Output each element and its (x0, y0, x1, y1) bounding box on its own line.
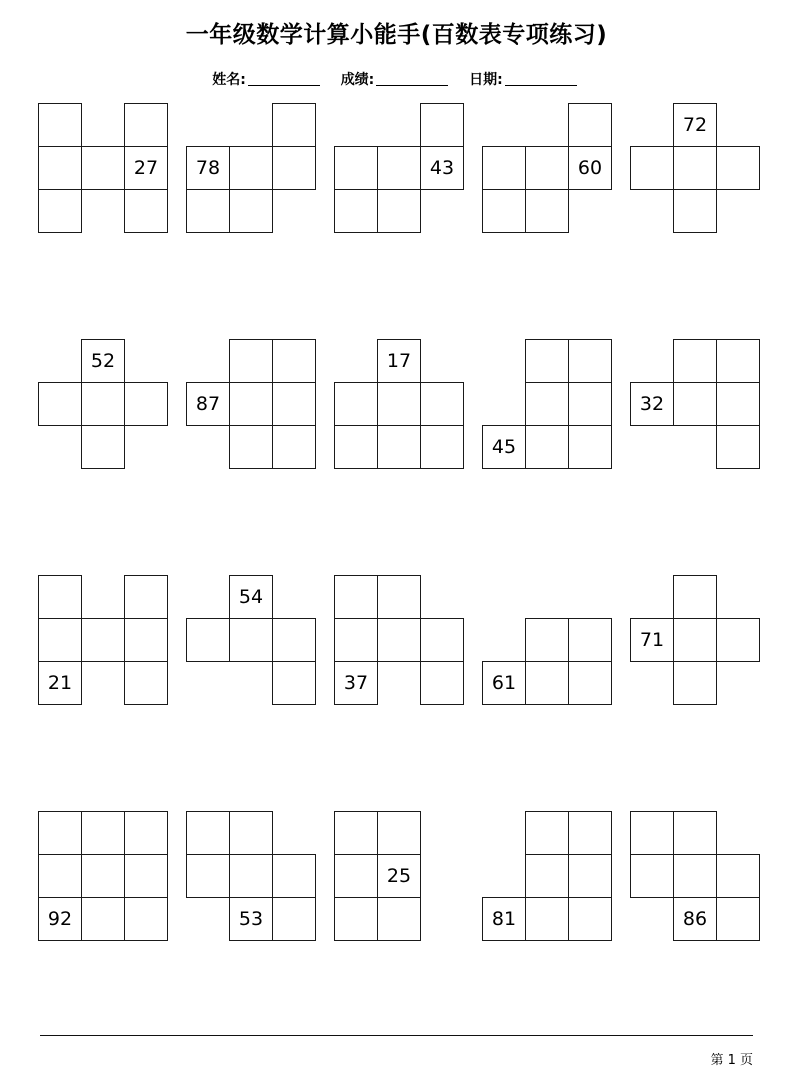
puzzle-cell-filled[interactable]: 81 (482, 897, 526, 941)
puzzle-cell-empty[interactable] (716, 425, 760, 469)
puzzle-cell-filled[interactable]: 17 (377, 339, 421, 383)
puzzle-cell-empty[interactable] (186, 854, 230, 898)
puzzle-cell-empty[interactable] (124, 382, 168, 426)
puzzle-cell-empty[interactable] (568, 618, 612, 662)
name-blank[interactable] (248, 85, 320, 86)
puzzle-cell-empty[interactable] (525, 661, 569, 705)
puzzle-cell-empty[interactable] (81, 811, 125, 855)
puzzle-cell-empty[interactable] (272, 618, 316, 662)
puzzle-cell-empty[interactable] (124, 811, 168, 855)
puzzle-cell-empty[interactable] (81, 382, 125, 426)
puzzle-cell-empty[interactable] (272, 661, 316, 705)
puzzle-cell-empty[interactable] (568, 661, 612, 705)
puzzle-cell-empty[interactable] (334, 897, 378, 941)
puzzle-cell-empty[interactable] (229, 425, 273, 469)
puzzle-cell-empty[interactable] (377, 425, 421, 469)
puzzle-cell-empty[interactable] (334, 854, 378, 898)
score-label: 成绩: (340, 72, 375, 88)
puzzle-cell-empty[interactable] (334, 189, 378, 233)
puzzle-cell-empty[interactable] (420, 661, 464, 705)
puzzle-cell-empty[interactable] (272, 103, 316, 147)
puzzle-cell-empty[interactable] (716, 854, 760, 898)
number-puzzle (38, 103, 168, 233)
number-puzzle (334, 575, 464, 705)
puzzle-cell-empty[interactable] (420, 618, 464, 662)
puzzle-cell-empty[interactable] (38, 189, 82, 233)
number-puzzle (482, 103, 612, 233)
puzzle-cell-empty[interactable] (673, 575, 717, 619)
puzzle-cell-empty[interactable] (186, 811, 230, 855)
puzzle-cell-filled[interactable]: 71 (630, 618, 674, 662)
puzzle-cell-empty[interactable] (525, 811, 569, 855)
student-info-line (0, 69, 793, 89)
puzzle-cell-empty[interactable] (272, 339, 316, 383)
puzzle-cell-empty[interactable] (673, 661, 717, 705)
puzzle-cell-empty[interactable] (38, 382, 82, 426)
puzzle-cell-empty[interactable] (673, 811, 717, 855)
puzzle-cell-empty[interactable] (525, 146, 569, 190)
puzzle-cell-filled[interactable]: 21 (38, 661, 82, 705)
puzzle-cell-empty[interactable] (38, 146, 82, 190)
puzzle-grid-area (0, 103, 793, 983)
puzzle-cell-empty[interactable] (81, 425, 125, 469)
puzzle-cell-filled[interactable]: 43 (420, 146, 464, 190)
puzzle-cell-empty[interactable] (716, 339, 760, 383)
puzzle-cell-empty[interactable] (673, 618, 717, 662)
puzzle-cell-filled[interactable]: 37 (334, 661, 378, 705)
number-puzzle (38, 575, 168, 705)
puzzle-cell-empty[interactable] (673, 339, 717, 383)
puzzle-cell-filled[interactable]: 25 (377, 854, 421, 898)
puzzle-cell-filled[interactable]: 92 (38, 897, 82, 941)
puzzle-cell-empty[interactable] (229, 382, 273, 426)
number-puzzle (482, 811, 612, 941)
puzzle-cell-empty[interactable] (482, 146, 526, 190)
puzzle-cell-empty[interactable] (525, 382, 569, 426)
puzzle-cell-empty[interactable] (124, 897, 168, 941)
puzzle-cell-empty[interactable] (272, 382, 316, 426)
number-puzzle (38, 339, 168, 469)
puzzle-cell-filled[interactable]: 61 (482, 661, 526, 705)
puzzle-cell-empty[interactable] (229, 339, 273, 383)
score-field (341, 72, 457, 88)
puzzle-cell-empty[interactable] (81, 146, 125, 190)
puzzle-cell-empty[interactable] (568, 425, 612, 469)
puzzle-cell-empty[interactable] (38, 854, 82, 898)
number-puzzle (630, 103, 760, 233)
footer-divider (40, 1035, 753, 1036)
puzzle-cell-empty[interactable] (568, 854, 612, 898)
puzzle-cell-empty[interactable] (673, 854, 717, 898)
puzzle-cell-empty[interactable] (673, 146, 717, 190)
date-blank[interactable] (505, 85, 577, 86)
puzzle-cell-empty[interactable] (716, 146, 760, 190)
puzzle-cell-empty[interactable] (334, 146, 378, 190)
puzzle-cell-empty[interactable] (272, 425, 316, 469)
puzzle-cell-empty[interactable] (38, 811, 82, 855)
puzzle-cell-empty[interactable] (716, 618, 760, 662)
puzzle-cell-empty[interactable] (420, 425, 464, 469)
puzzle-cell-empty[interactable] (334, 618, 378, 662)
number-puzzle (630, 811, 760, 941)
puzzle-cell-empty[interactable] (124, 618, 168, 662)
puzzle-cell-empty[interactable] (38, 103, 82, 147)
puzzle-cell-empty[interactable] (124, 661, 168, 705)
number-puzzle (334, 103, 464, 233)
puzzle-cell-empty[interactable] (186, 189, 230, 233)
number-puzzle (630, 339, 760, 469)
puzzle-cell-empty[interactable] (186, 618, 230, 662)
puzzle-cell-empty[interactable] (568, 339, 612, 383)
number-puzzle (482, 339, 612, 469)
puzzle-cell-filled[interactable]: 86 (673, 897, 717, 941)
puzzle-cell-empty[interactable] (630, 811, 674, 855)
puzzle-cell-empty[interactable] (334, 575, 378, 619)
puzzle-cell-filled[interactable]: 60 (568, 146, 612, 190)
puzzle-cell-empty[interactable] (568, 811, 612, 855)
number-puzzle (186, 811, 316, 941)
puzzle-cell-empty[interactable] (229, 811, 273, 855)
name-field (212, 72, 328, 88)
puzzle-cell-empty[interactable] (525, 854, 569, 898)
puzzle-cell-empty[interactable] (568, 103, 612, 147)
date-label: 日期: (469, 72, 503, 88)
puzzle-cell-empty[interactable] (38, 618, 82, 662)
puzzle-cell-empty[interactable] (377, 618, 421, 662)
puzzle-cell-empty[interactable] (334, 811, 378, 855)
name-label: 姓名: (212, 72, 246, 88)
puzzle-cell-empty[interactable] (568, 897, 612, 941)
puzzle-cell-empty[interactable] (38, 575, 82, 619)
number-puzzle (630, 575, 760, 705)
puzzle-cell-filled[interactable]: 45 (482, 425, 526, 469)
puzzle-cell-empty[interactable] (272, 854, 316, 898)
puzzle-cell-filled[interactable]: 54 (229, 575, 273, 619)
puzzle-cell-empty[interactable] (482, 189, 526, 233)
puzzle-cell-filled[interactable]: 72 (673, 103, 717, 147)
puzzle-cell-empty[interactable] (124, 854, 168, 898)
puzzle-cell-empty[interactable] (630, 854, 674, 898)
puzzle-cell-filled[interactable]: 87 (186, 382, 230, 426)
puzzle-cell-empty[interactable] (673, 382, 717, 426)
puzzle-cell-empty[interactable] (377, 189, 421, 233)
puzzle-cell-empty[interactable] (673, 189, 717, 233)
puzzle-cell-empty[interactable] (81, 897, 125, 941)
page-title: 一年级数学计算小能手(百数表专项练习) (185, 22, 608, 48)
puzzle-cell-empty[interactable] (334, 425, 378, 469)
puzzle-cell-empty[interactable] (420, 103, 464, 147)
puzzle-cell-empty[interactable] (229, 618, 273, 662)
puzzle-cell-filled[interactable]: 27 (124, 146, 168, 190)
puzzle-cell-empty[interactable] (377, 382, 421, 426)
puzzle-cell-empty[interactable] (334, 382, 378, 426)
puzzle-cell-empty[interactable] (124, 103, 168, 147)
puzzle-cell-empty[interactable] (377, 811, 421, 855)
puzzle-cell-empty[interactable] (272, 897, 316, 941)
puzzle-cell-filled[interactable]: 52 (81, 339, 125, 383)
worksheet-page (0, 16, 793, 1084)
number-puzzle (186, 575, 316, 705)
puzzle-cell-empty[interactable] (525, 339, 569, 383)
puzzle-cell-empty[interactable] (81, 854, 125, 898)
number-puzzle (482, 575, 612, 705)
puzzle-cell-empty[interactable] (525, 425, 569, 469)
puzzle-cell-filled[interactable]: 32 (630, 382, 674, 426)
puzzle-cell-empty[interactable] (525, 618, 569, 662)
puzzle-cell-empty[interactable] (377, 575, 421, 619)
puzzle-cell-empty[interactable] (630, 146, 674, 190)
puzzle-cell-empty[interactable] (124, 575, 168, 619)
number-puzzle (186, 339, 316, 469)
puzzle-cell-empty[interactable] (229, 146, 273, 190)
puzzle-cell-empty[interactable] (525, 897, 569, 941)
puzzle-cell-empty[interactable] (568, 382, 612, 426)
number-puzzle (334, 339, 464, 469)
puzzle-cell-empty[interactable] (377, 897, 421, 941)
page-number: 第 1 页 (710, 1053, 753, 1068)
puzzle-cell-empty[interactable] (525, 189, 569, 233)
puzzle-cell-filled[interactable]: 78 (186, 146, 230, 190)
puzzle-cell-empty[interactable] (229, 854, 273, 898)
puzzle-cell-empty[interactable] (716, 897, 760, 941)
puzzle-cell-filled[interactable]: 53 (229, 897, 273, 941)
puzzle-cell-empty[interactable] (420, 382, 464, 426)
date-field (469, 72, 581, 88)
puzzle-cell-empty[interactable] (272, 146, 316, 190)
number-puzzle (38, 811, 168, 941)
number-puzzle (334, 811, 464, 941)
puzzle-cell-empty[interactable] (124, 189, 168, 233)
puzzle-cell-empty[interactable] (81, 618, 125, 662)
score-blank[interactable] (376, 85, 448, 86)
puzzle-cell-empty[interactable] (377, 146, 421, 190)
puzzle-cell-empty[interactable] (229, 189, 273, 233)
puzzle-cell-empty[interactable] (716, 382, 760, 426)
number-puzzle (186, 103, 316, 233)
